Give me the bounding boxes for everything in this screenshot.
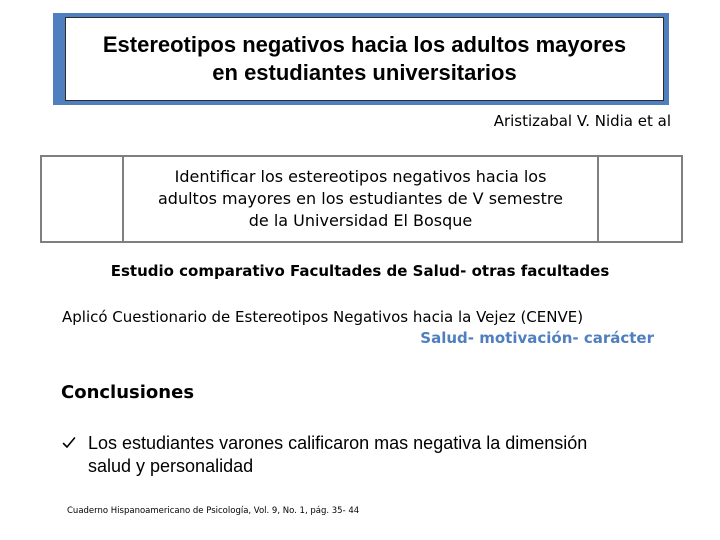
- objective-line-3: de la Universidad El Bosque: [248, 211, 473, 230]
- citation: Cuaderno Hispanoamericano de Psicología, Vol. 9, No. 1, pág. 35- 44: [67, 506, 360, 516]
- conclusions-heading: Conclusiones: [61, 382, 195, 403]
- objective-left-divider: [122, 157, 124, 241]
- objective-line-2: adultos mayores en los estudiantes de V semestre: [158, 189, 563, 208]
- conclusion-item: [62, 432, 648, 478]
- study-description: Estudio comparativo Facultades de Salud- otras facultades: [110, 262, 610, 280]
- objective-text: [125, 161, 596, 237]
- keywords: Salud- motivación- carácter: [420, 329, 654, 347]
- page-title: [65, 17, 664, 101]
- title-frame: [53, 13, 669, 105]
- objective-box: [40, 155, 683, 243]
- conclusion-line-1: Los estudiantes varones calificaron mas negativa la dimensión: [88, 433, 588, 453]
- conclusion-text: [88, 432, 648, 478]
- title-line-1: Estereotipos negativos hacia los adultos mayores: [102, 32, 627, 57]
- objective-line-1: Identificar los estereotipos negativos hacia los: [174, 167, 547, 186]
- title-line-2: en estudiantes universitarios: [212, 60, 517, 85]
- author-credit: Aristizabal V. Nidia et al: [493, 112, 671, 130]
- check-icon: [62, 432, 88, 456]
- conclusion-line-2: salud y personalidad: [88, 456, 254, 476]
- objective-right-divider: [597, 157, 599, 241]
- applied-instrument: Aplicó Cuestionario de Estereotipos Negativos hacia la Vejez (CENVE): [62, 308, 584, 326]
